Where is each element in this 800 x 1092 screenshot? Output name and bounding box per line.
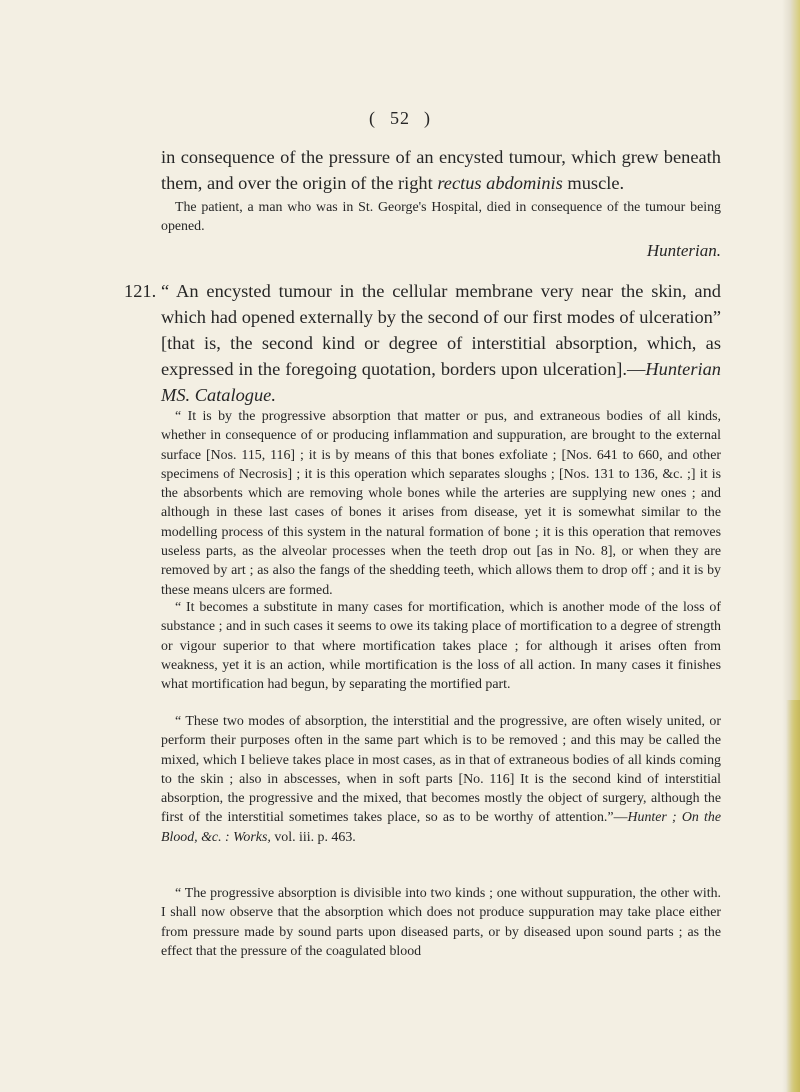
quote-paragraph-3 [161,712,721,847]
page-edge-stain [786,700,800,1092]
entry-number: 121. [124,281,157,301]
continuation-text: in consequence of the pressure of an encysted tumour, which grew beneath them, and over the origin of the right [161,147,721,193]
quote-paragraph-3-citation: Hunter ; On the Blood, &c. : Works, [161,810,721,845]
entry-citation: Hunterian MS. Catalogue. [161,359,721,405]
entry-text: “ An encysted tumour in the cellular membrane very near the skin, and which had opened externally by the second of our first modes of ulceration” [that is, the second kind or degree of interstitial absorption, which, as expressed in the foregoing quotation, borders upon ulceration].— [161,281,721,379]
page-number-value: 52 [390,108,410,128]
quote-paragraph-2: “ It becomes a substitute in many cases for mortification, which is another mode of the loss of substance ; and in such cases it seems to owe its taking place of mortification to a degree of strength or vigour superior to that where mortification takes place ; for although it arises often from weakness, yet it is an action, while mortification is the loss of all action. In many cases it finishes what mortification had begun, by separating the mortified part. [161,600,721,693]
page-number [0,108,800,129]
continuation-text-end: muscle. [562,173,625,193]
entry-paragraph [161,278,721,408]
quote-paragraph-4: “ The progressive absorption is divisible into two kinds ; one without suppuration, the other with. I shall now observe that the absorption which does not produce suppuration may take place either from pressure made by sound parts upon diseased parts, or by diseased upon sound parts ; as the effect that the pressure of the coagulated blood [161,886,721,959]
continuation-italic: rectus abdominis [437,173,563,193]
quote-paragraph-3-text: “ These two modes of absorption, the interstitial and the progressive, are often wisely united, or perform their purposes often in the same part which is to be removed ; and this may be called the mixed, which I believe takes place in most cases, as in that of extraneous bodies of all kinds coming to the skin ; also in abscesses, when in soft parts [No. 116] It is the second kind of interstitial absorption, the progressive and the mixed, that becomes mostly the object of surgery, although the first of the interstitial sometimes takes place, so as to be worthy of attention.”— [161,714,721,826]
continuation-paragraph [161,144,721,196]
quote-paragraph-3-reference: vol. iii. p. 463. [270,829,356,845]
attribution-text: Hunterian. [646,241,721,260]
patient-note: The patient, a man who was in St. George's Hospital, died in consequence of the tumour being opened. [161,200,721,235]
attribution [161,240,721,262]
page-number-close-paren: ) [424,108,431,128]
quote-paragraph-1: “ It is by the progressive absorption that matter or pus, and extraneous bodies of all kinds, whether in consequence of or producing inflammation and suppuration, are brought to the external surface [Nos. 115, 116] ; it is by means of this that bones exfoliate ; [Nos. 641 to 660, and other specimens of Necrosis] ; it is this operation which separates sloughs ; [Nos. 131 to 136, &c. ;] it is the absorbents which are removing whole bones while the arteries are supplying new ones ; and although in these last cases of bones it arises from disease, yet it is somewhat similar to the modelling process of this system in the natural formation of bone ; it is this operation that removes useless parts, as the alveolar processes when the teeth drop out [as in No. 8], or when they are removed by art ; as also the fangs of the shedding teeth, which allows them to drop off ; and it is by these means ulcers are formed. [161,409,721,598]
page-number-open-paren: ( [369,108,376,128]
